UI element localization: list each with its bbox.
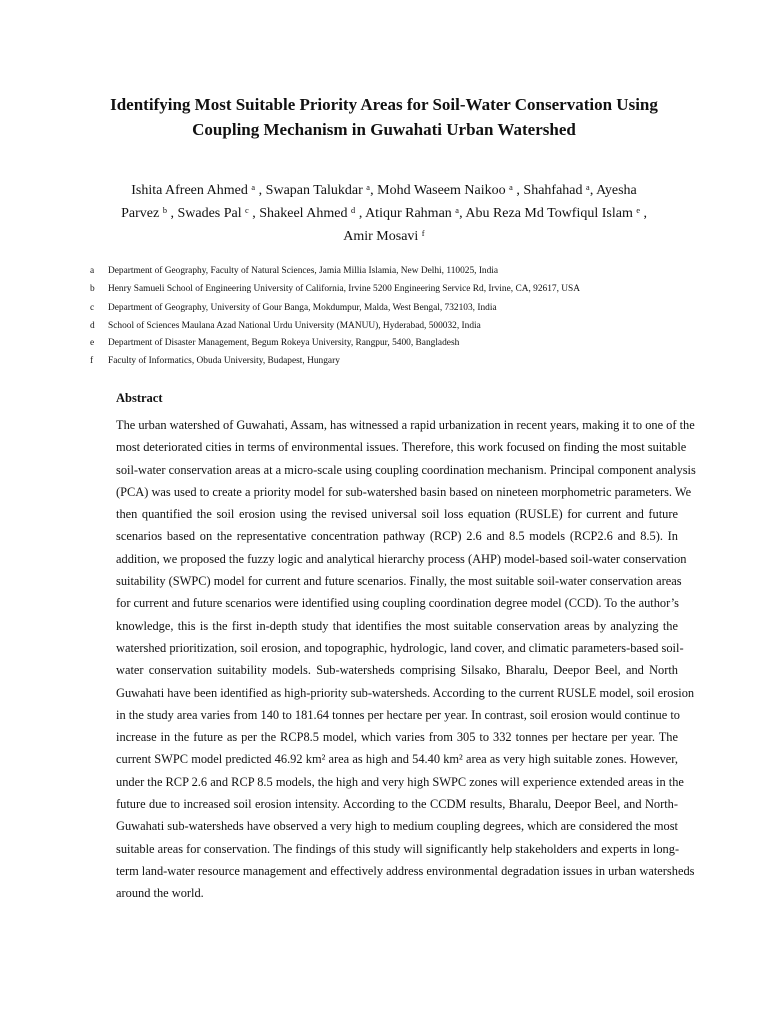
authors-line-3: Amir Mosavi ᶠ xyxy=(343,229,425,244)
authors-line-2: Parvez ᵇ , Swades Pal ᶜ , Shakeel Ahmed ᵈ , Atiqur Rahman ᵃ, Abu Reza Md Towfiqul Islam ᵉ , xyxy=(121,206,647,221)
abstract-line: current SWPC model predicted 46.92 km² area as high and 54.40 km² area as very high suitable zones. However, xyxy=(116,752,678,767)
abstract-line: watershed prioritization, soil erosion, and topographic, hydrologic, land cover, and climatic parameters-based soil- xyxy=(116,640,684,655)
abstract-line: in the study area varies from 140 to 181.64 tonnes per hectare per year. In contrast, soil erosion would continue to xyxy=(116,707,680,722)
abstract-line: suitable areas for conservation. The findings of this study will significantly help stakeholders and experts in long- xyxy=(116,841,680,856)
abstract-line: knowledge, this is the first in-depth study that identifies the most suitable conservation areas by analyzing the xyxy=(116,618,678,633)
author-list xyxy=(80,179,688,248)
abstract-line: Guwahati sub-watersheds have observed a very high to medium coupling degrees, which are considered the most xyxy=(116,819,678,834)
authors-line-1: Ishita Afreen Ahmed ᵃ , Swapan Talukdar ᵃ, Mohd Waseem Naikoo ᵃ , Shahfahad ᵃ, Ayesha xyxy=(131,183,637,198)
abstract-line: Guwahati have been identified as high-priority sub-watersheds. According to the current RUSLE model, soil erosion xyxy=(116,685,695,700)
abstract-body xyxy=(116,414,696,905)
affiliation-label: e xyxy=(90,338,95,348)
affiliation-text: Faculty of Informatics, Obuda University, Budapest, Hungary xyxy=(108,356,340,366)
affiliation-label: f xyxy=(90,356,94,366)
abstract-line: for current and future scenarios were identified using coupling coordination degree model (CCD). To the author’s xyxy=(116,596,679,611)
affiliation-text: Henry Samueli School of Engineering University of California, Irvine 5200 Engineering Service Rd, Irvine, CA, 92617, USA xyxy=(108,284,581,294)
abstract-line: addition, we proposed the fuzzy logic and analytical hierarchy process (AHP) model-based soil-water conservation xyxy=(116,551,687,566)
abstract-line: around the world. xyxy=(116,886,204,901)
affiliation-e xyxy=(90,337,459,349)
affiliation-f xyxy=(90,355,340,367)
affiliation-b xyxy=(90,283,580,295)
abstract-line: future due to increased soil erosion intensity. According to the CCDM results, Bharalu, Deepor Beel, and North- xyxy=(116,797,678,812)
affiliation-text: Department of Geography, University of Gour Banga, Mokdumpur, Malda, West Bengal, 732103, India xyxy=(108,303,497,313)
abstract-line: increase in the future as per the RCP8.5 model, which varies from 305 to 332 tonnes per hectare per year. The xyxy=(116,730,678,745)
affiliation-label: d xyxy=(90,321,95,331)
affiliation-text: Department of Disaster Management, Begum Rokeya University, Rangpur, 5400, Bangladesh xyxy=(108,338,460,348)
abstract-line: term land-water resource management and effectively address environmental degradation issues in urban watersheds xyxy=(116,863,695,878)
affiliation-text: School of Sciences Maulana Azad National Urdu University (MANUU), Hyderabad, 500032, India xyxy=(108,321,481,331)
abstract-heading: Abstract xyxy=(116,391,163,405)
affiliation-label: c xyxy=(90,303,95,313)
affiliation-label: a xyxy=(90,266,95,276)
abstract-line: scenarios based on the representative concentration pathway (RCP) 2.6 and 8.5 models (RCP2.6 and 8.5). In xyxy=(116,529,678,544)
affiliation-d xyxy=(90,320,481,332)
abstract-line: most deteriorated cities in terms of environmental issues. Therefore, this work focused on finding the most suitable xyxy=(116,440,687,455)
abstract-line: (PCA) was used to create a priority model for sub-watershed basin based on nineteen morphometric parameters. We xyxy=(116,484,692,499)
abstract-line: The urban watershed of Guwahati, Assam, has witnessed a rapid urbanization in recent years, making it to one of the xyxy=(116,418,695,432)
affiliation-c xyxy=(90,302,497,314)
abstract-line: suitability (SWPC) model for current and future scenarios. Finally, the most suitable soil-water conservation areas xyxy=(116,574,682,589)
affiliation-a xyxy=(90,265,498,277)
paper-title xyxy=(80,92,688,142)
abstract-line: under the RCP 2.6 and RCP 8.5 models, the high and very high SWPC zones will experience extended areas in the xyxy=(116,774,684,789)
title-line-1: Identifying Most Suitable Priority Areas for Soil-Water Conservation Using xyxy=(110,95,658,114)
abstract-line: water conservation suitability models. Sub-watersheds comprising Silsako, Bharalu, Deepor Beel, and North xyxy=(116,663,678,678)
abstract-line: then quantified the soil erosion using the revised universal soil loss equation (RUSLE) for current and future xyxy=(116,507,678,522)
title-line-2: Coupling Mechanism in Guwahati Urban Watershed xyxy=(192,120,576,139)
affiliation-text: Department of Geography, Faculty of Natural Sciences, Jamia Millia Islamia, New Delhi, 110025, India xyxy=(108,266,499,276)
affiliation-label: b xyxy=(90,284,95,294)
abstract-line: soil-water conservation areas at a micro-scale using coupling coordination mechanism. Principal component analysis xyxy=(116,462,696,477)
